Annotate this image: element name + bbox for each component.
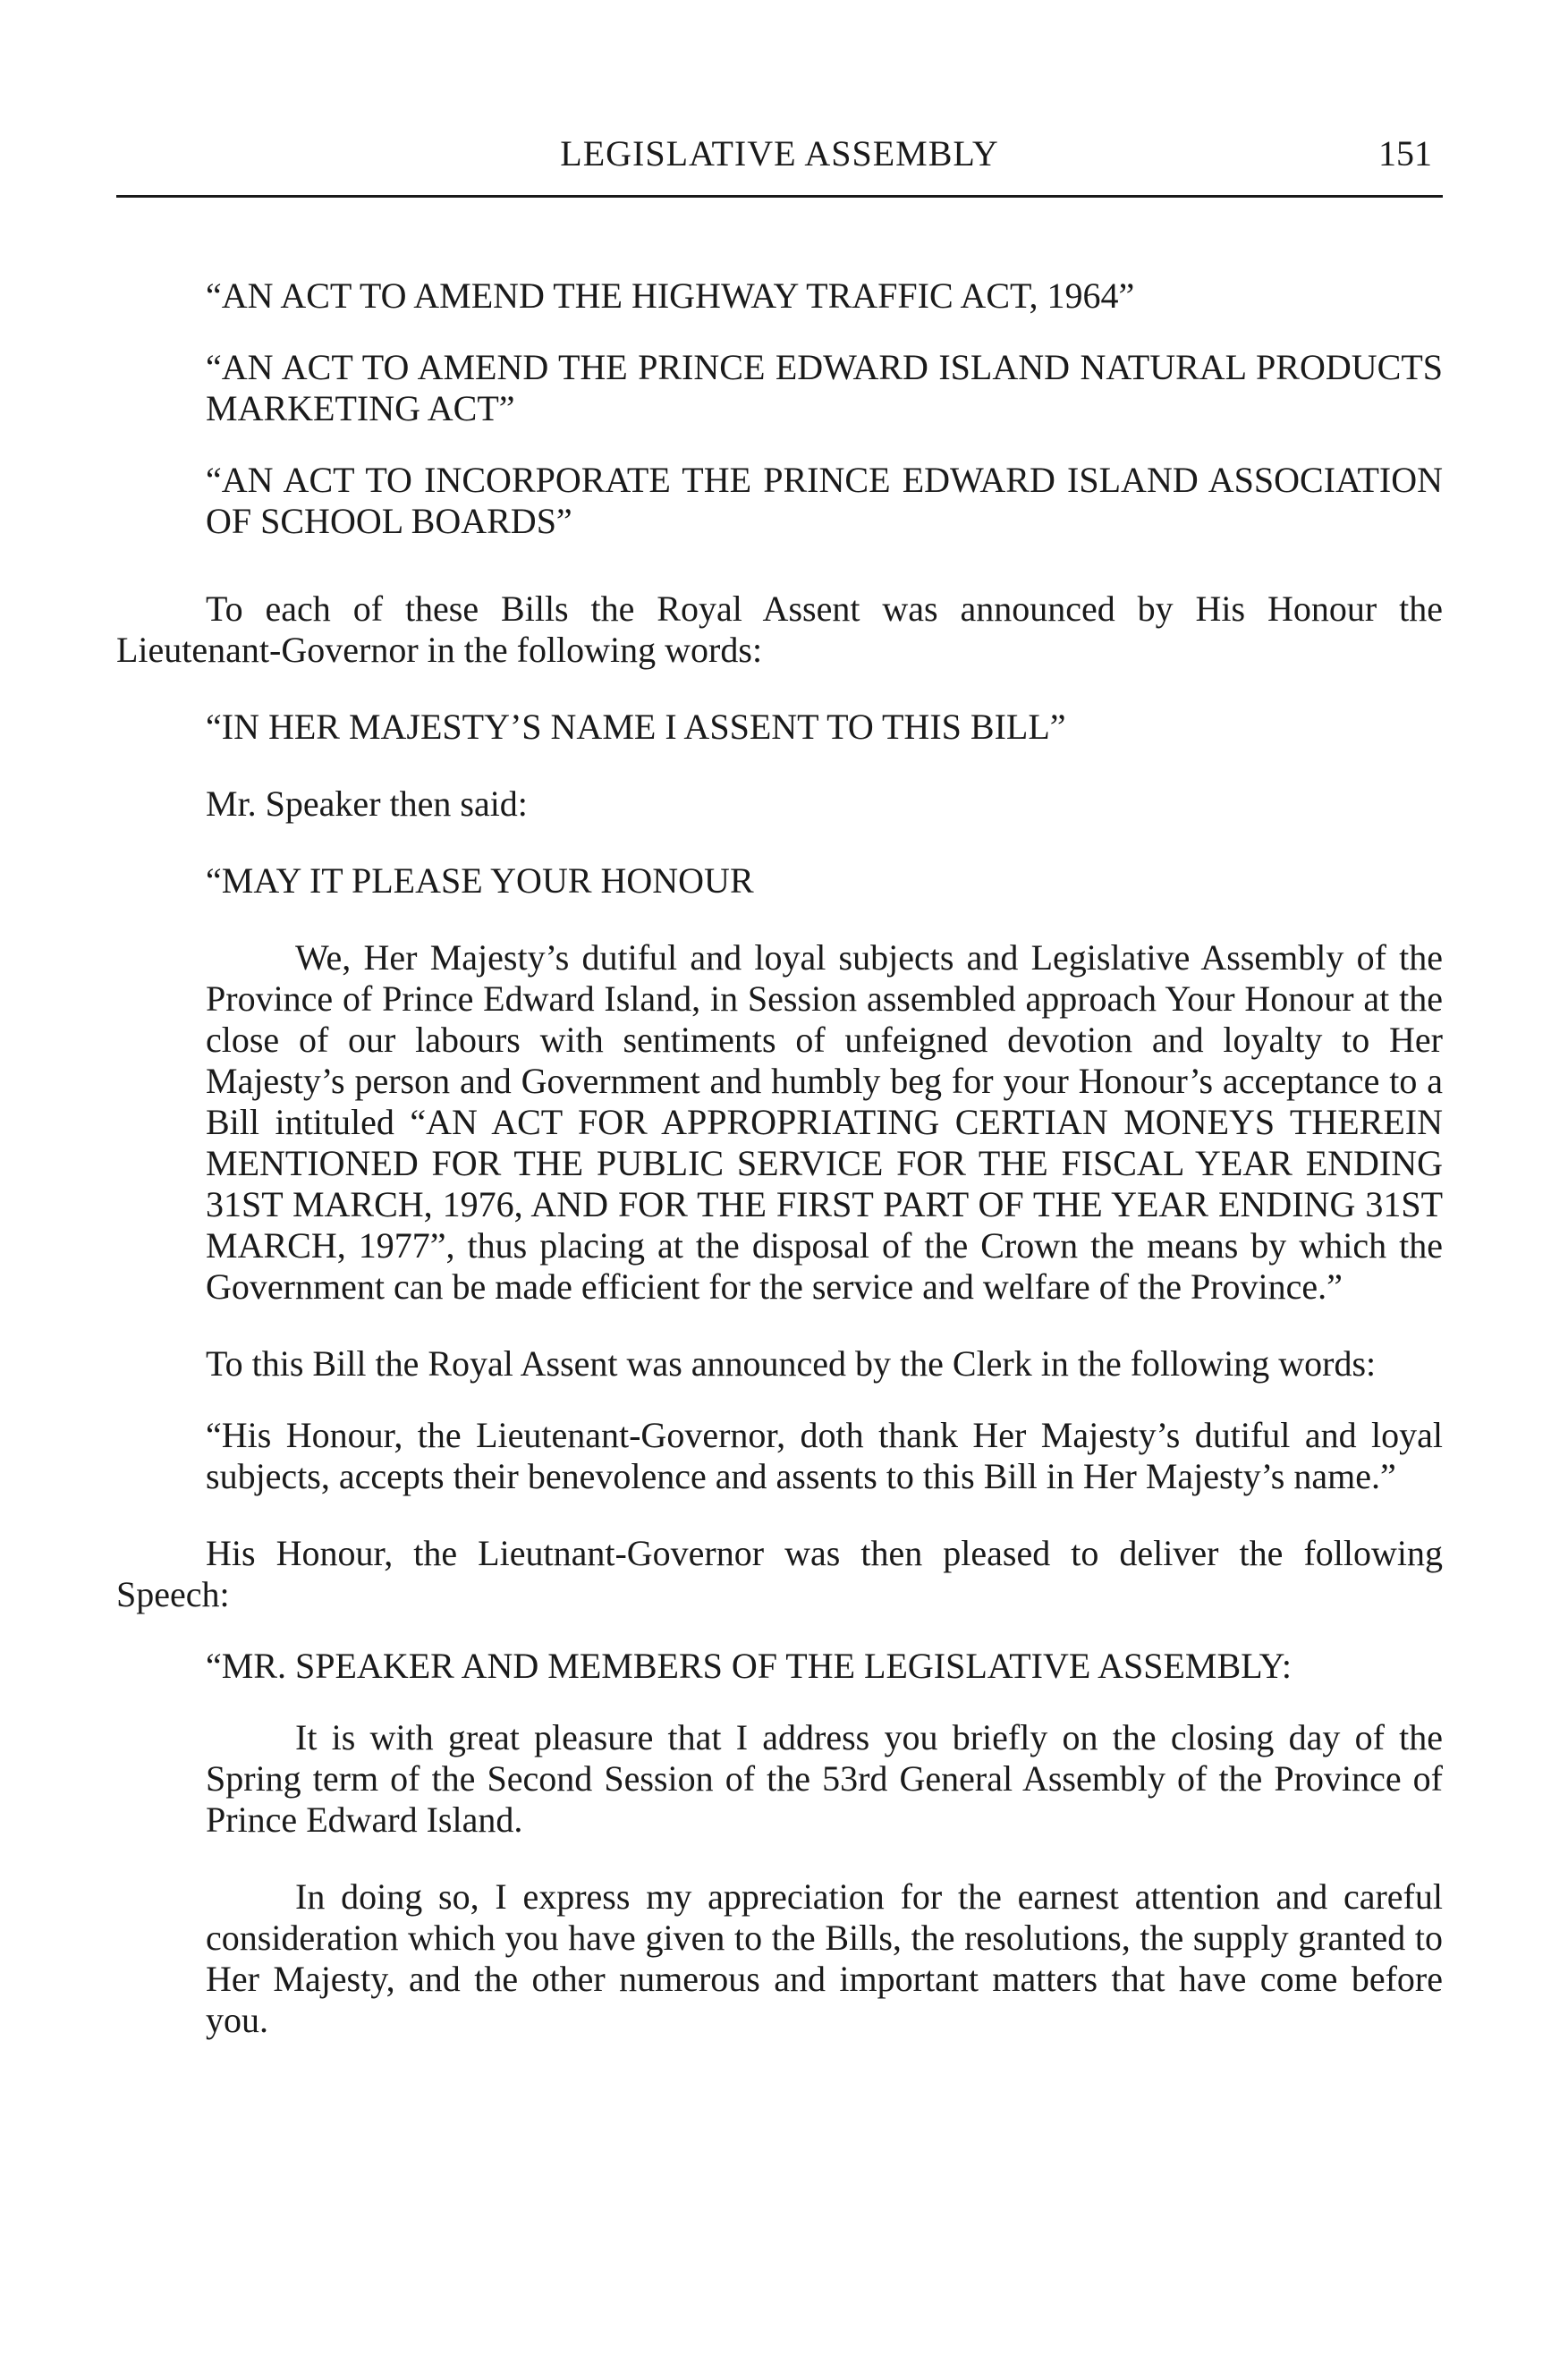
bill-title-highway-traffic: “AN ACT TO AMEND THE HIGHWAY TRAFFIC ACT, 1964” [206, 275, 1135, 316]
header-rule [116, 195, 1443, 198]
running-title: LEGISLATIVE ASSEMBLY [560, 133, 999, 174]
thanks-paragraph: “His Honour, the Lieutenant-Governor, doth thank Her Majesty’s dutiful and loyal subjects, accepts their benevolence and assents to this Bill in Her Majesty’s name.” [206, 1415, 1443, 1496]
clerk-announcement: To this Bill the Royal Assent was announced by the Clerk in the following words: [206, 1343, 1377, 1384]
address-paragraph: We, Her Majesty’s dutiful and loyal subjects and Legislative Assembly of the Province of Prince Edward Island, in Session assembled approach Your Honour at the close of our labours with sentiments of unfeigned devotion and loyalty to Her Majesty’s person and Government and humbly beg for your Honour’s acceptance to a Bill intituled “AN ACT FOR APPROPRIATING CERTIAN MONEYS THEREIN MENTIONED FOR THE PUBLIC SERVICE FOR THE FISCAL YEAR ENDING 31ST MARCH, 1976, AND FOR THE FIRST PART OF THE YEAR ENDING 31ST MARCH, 1977”, thus placing at the disposal of the Crown the means by which the Government can be made efficient for the service and welfare of the Province.” [206, 937, 1443, 1307]
royal-assent-paragraph: To each of these Bills the Royal Assent was announced by His Honour the Lieutenant-Governor in the following words: [116, 589, 1443, 670]
speech-salutation: “MR. SPEAKER AND MEMBERS OF THE LEGISLATIVE ASSEMBLY: [206, 1646, 1292, 1686]
bill-title-school-boards: “AN ACT TO INCORPORATE THE PRINCE EDWARD ISLAND ASSOCIATION OF SCHOOL BOARDS” [206, 460, 1443, 541]
assent-declaration: “IN HER MAJESTY’S NAME I ASSENT TO THIS BILL” [206, 707, 1066, 747]
speaker-said: Mr. Speaker then said: [206, 783, 528, 824]
page-number: 151 [1378, 133, 1432, 174]
speech-paragraph-2: In doing so, I express my appreciation for the earnest attention and careful consideration which you have given to the Bills, the resolutions, the supply granted to Her Majesty, and the other numerous and important matters that have come before you. [206, 1876, 1443, 2040]
speech-intro: His Honour, the Lieutnant-Governor was then pleased to deliver the following Speech: [116, 1533, 1443, 1614]
bill-title-natural-products: “AN ACT TO AMEND THE PRINCE EDWARD ISLAND NATURAL PRODUCTS MARKETING ACT” [206, 347, 1443, 428]
address-salutation: “MAY IT PLEASE YOUR HONOUR [206, 860, 754, 901]
document-body [116, 275, 1443, 2041]
speech-paragraph-1: It is with great pleasure that I address you briefly on the closing day of the Spring term of the Second Session of the 53rd General Assembly of the Province of Prince Edward Island. [206, 1717, 1443, 1840]
